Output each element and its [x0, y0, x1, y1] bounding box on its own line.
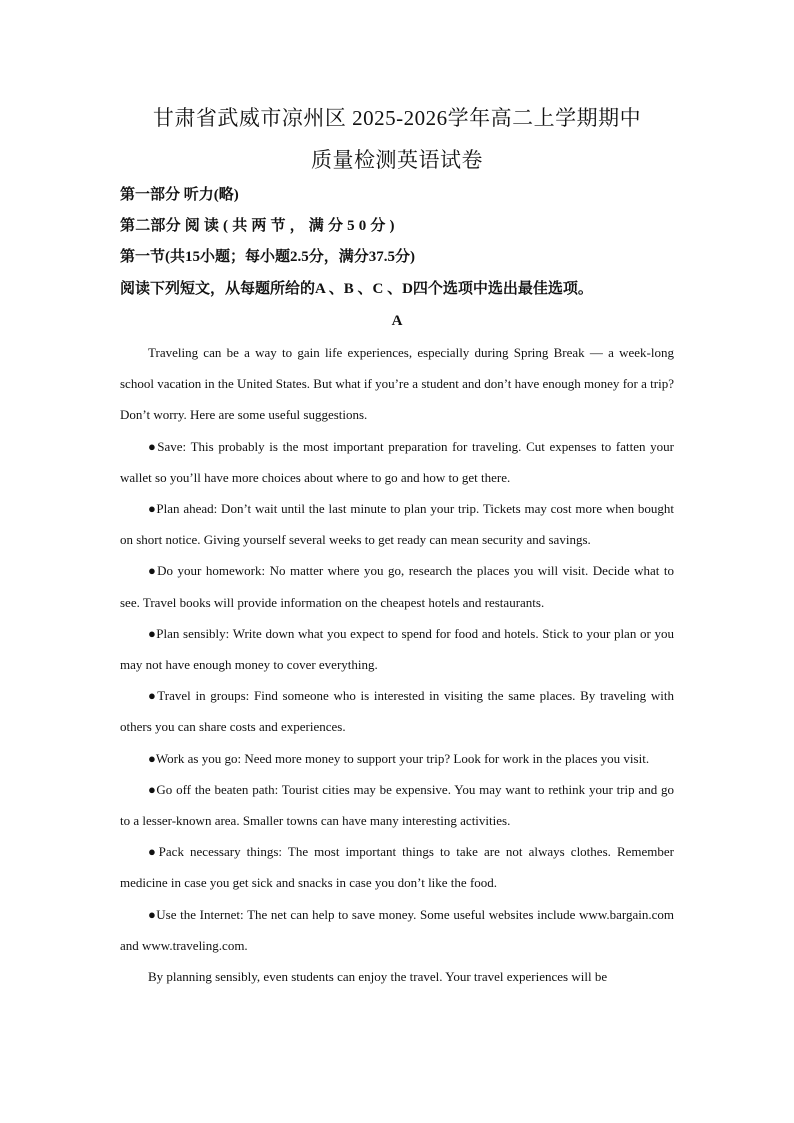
passage-body	[120, 337, 674, 992]
passage-paragraph: ●Go off the beaten path: Tourist cities may be expensive. You may want to rethink your trip and go to a lesser-known area. Smaller towns can have many interesting activities.	[120, 781, 674, 829]
exam-title-line-2: 质量检测英语试卷	[311, 148, 483, 172]
passage-paragraph: Traveling can be a way to gain life experiences, especially during Spring Break — a week-long school vacation in the United States. But what if you’re a student and don’t have enough money for a trip? Don’t worry. Here are some useful suggestions.	[120, 345, 674, 423]
part-two-heading: 第二部分 阅 读 ( 共 两 节 ， 满 分 5 0 分 )	[120, 218, 395, 234]
passage-paragraph: ●Travel in groups: Find someone who is interested in visiting the same places. By traveling with others you can share costs and experiences.	[120, 688, 674, 735]
passage-paragraph: ●Do your homework: No matter where you go, research the places you will visit. Decide what to see. Travel books will provide information on the cheapest hotels and restaurants.	[120, 563, 674, 610]
passage-paragraph: ●Use the Internet: The net can help to save money. Some useful websites include www.bargain.com and www.traveling.com.	[120, 906, 674, 953]
passage-paragraph: ●Work as you go: Need more money to support your trip? Look for work in the places you visit.	[148, 750, 650, 766]
passage-label: A	[391, 313, 403, 329]
reading-instruction: 阅读下列短文，从每题所给的A 、B 、C 、D四个选项中选出最佳选项。	[120, 281, 593, 297]
passage-paragraph: ●Plan sensibly: Write down what you expect to spend for food and hotels. Stick to your plan or you may not have enough money to cover everything.	[120, 625, 674, 673]
passage-paragraph: ●Pack necessary things: The most important things to take are not always clothes. Remember medicine in case you get sick and snacks in case you don’t like the food.	[120, 844, 674, 891]
exam-title-line-1: 甘肃省武威市凉州区 2025-2026学年高二上学期期中	[152, 106, 642, 130]
passage-paragraph: ●Plan ahead: Don’t wait until the last minute to plan your trip. Tickets may cost more when bought on short notice. Giving yourself several weeks to get ready can mean security and savings.	[120, 501, 674, 548]
part-one-heading: 第一部分 听力(略)	[120, 187, 239, 203]
passage-paragraph: By planning sensibly, even students can enjoy the travel. Your travel experiences will be	[148, 969, 608, 985]
section-one-heading: 第一节(共15小题；每小题2.5分，满分37.5分)	[120, 249, 415, 265]
passage-paragraph: ●Save: This probably is the most important preparation for traveling. Cut expenses to fatten your wallet so you’ll have more choices about where to go and how to get there.	[120, 438, 674, 485]
